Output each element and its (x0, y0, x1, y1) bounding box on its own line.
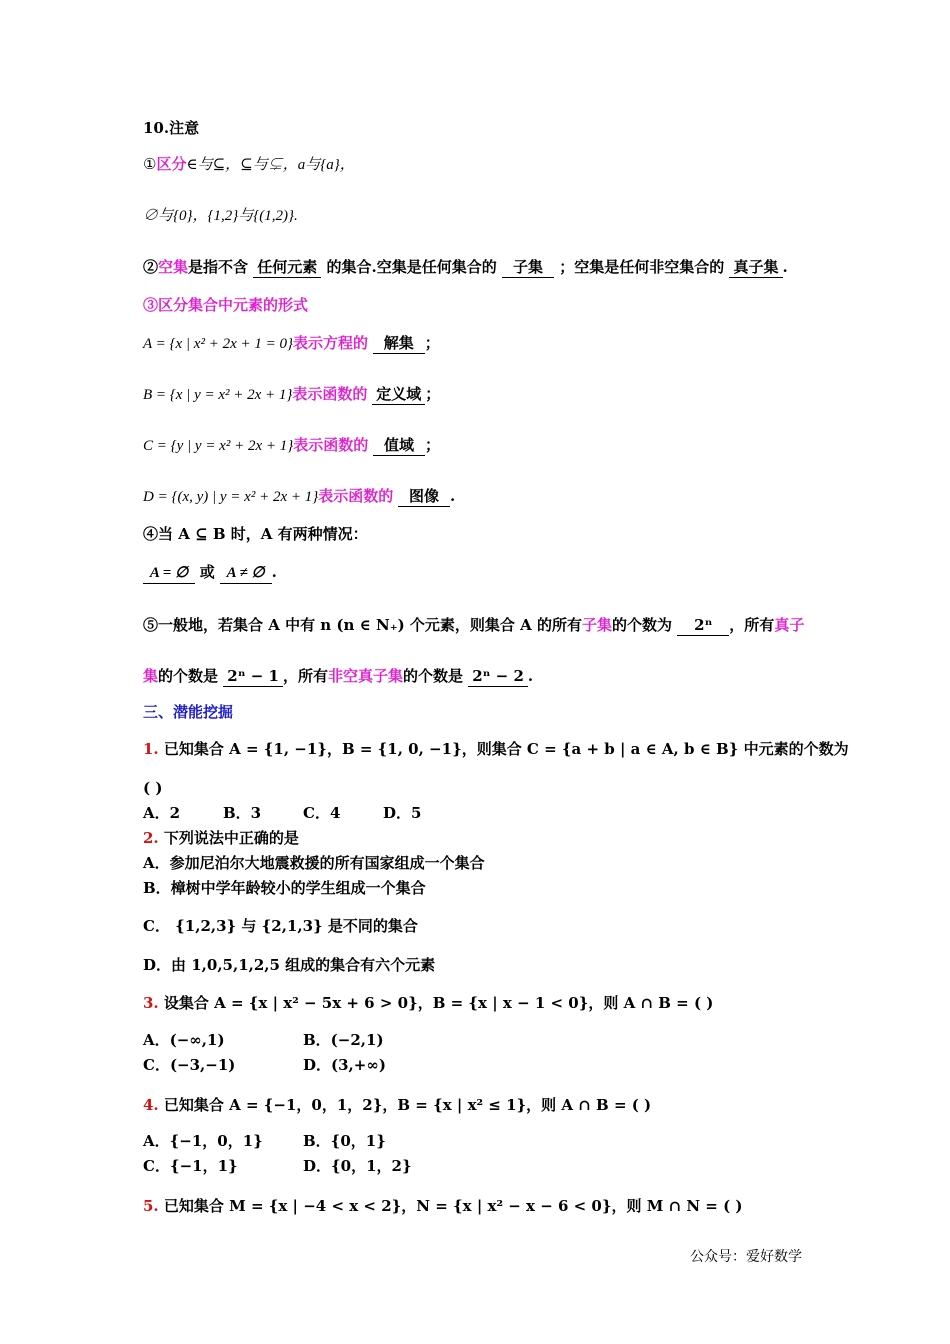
answer-blank: 任何元素 (253, 257, 321, 278)
note-4: ④当 A ⊆ B 时，A 有两种情况： (143, 525, 368, 543)
section-heading: 10.注意 (143, 119, 200, 137)
row-desc: 表示函数的 (292, 385, 368, 403)
option-c: C．(−3,−1) (143, 1056, 236, 1074)
answer-blank: A ≠ ∅ (220, 563, 272, 584)
question-text: 已知集合 A = {1, −1}，B = {1, 0, −1}，则集合 C = {a + b | a ∈ A, b ∈ B} 中元素的个数为 (163, 740, 849, 758)
note-1-text: ∈与⊆，⊆与⊊，a与{a}， (186, 157, 355, 173)
option-a: A．{−1，0，1} (143, 1132, 263, 1150)
row-end: ； (424, 334, 440, 352)
question-text: 下列说法中正确的是 (163, 829, 299, 847)
answer-blank: 真子集 (729, 257, 782, 278)
question-5 (143, 1196, 743, 1216)
note-1-tag: 区分 (156, 155, 187, 173)
option-b: B．3 (223, 804, 262, 822)
note-5-text: 的个数为 (612, 616, 673, 634)
answer-blank: 值域 (373, 435, 425, 456)
note-2-number: ② (143, 258, 159, 276)
note-3-row (143, 333, 440, 354)
option-b: B．(−2,1) (303, 1031, 384, 1049)
row-desc: 表示函数的 (293, 436, 369, 454)
option-b: B．{0，1} (303, 1132, 386, 1150)
answer-blank: A = ∅ (143, 563, 195, 584)
question-text: 设集合 A = {x | x² − 5x + 6 > 0}，B = {x | x − 1 < 0}，则 A ∩ B = ( ) (163, 994, 714, 1012)
question-number: 3. (143, 994, 159, 1012)
note-4-answers (143, 562, 277, 584)
note-5-text: 的个数是 (402, 667, 463, 685)
note-4-end: . (271, 563, 277, 581)
note-2-text-3: ；空集是任何非空集合的 (559, 258, 725, 276)
option-a: A．2 (143, 804, 181, 822)
keyword: 集 (143, 667, 159, 685)
note-5 (143, 615, 804, 636)
note-5-text: 的个数是 (158, 667, 219, 685)
set-expression: D = {(x, y) | y = x² + 2x + 1} (143, 489, 319, 505)
option-d: D．5 (383, 804, 422, 822)
row-end: . (450, 487, 456, 505)
keyword: 子集 (582, 616, 613, 634)
question-3-options-row2 (143, 1055, 463, 1075)
section-title: 三、潜能挖掘 (143, 703, 234, 721)
row-desc: 表示函数的 (318, 487, 394, 505)
note-3-row (143, 486, 455, 507)
note-2-tag: 空集 (158, 258, 189, 276)
answer-blank: 2ⁿ (677, 615, 729, 636)
question-2 (143, 828, 299, 848)
row-end: ； (425, 436, 441, 454)
note-3-row (143, 384, 440, 405)
set-expression: C = {y | y = x² + 2x + 1} (143, 438, 294, 454)
question-3 (143, 993, 713, 1013)
note-2-text-4: . (782, 258, 788, 276)
keyword: 非空真子集 (327, 667, 403, 685)
question-text: 已知集合 M = {x | −4 < x < 2}，N = {x | x² − x − 6 < 0}，则 M ∩ N = ( ) (163, 1197, 743, 1215)
option-a: A．参加尼泊尔大地震救援的所有国家组成一个集合 (143, 854, 485, 872)
note-5-text: ⑤一般地，若集合 A 中有 n (n ∈ N₊) 个元素，则集合 A 的所有 (143, 616, 583, 634)
option-c: C．{−1，1} (143, 1157, 238, 1175)
note-5-line2 (143, 666, 533, 687)
note-5-text: ，所有 (282, 667, 328, 685)
option-c: C．4 (303, 804, 341, 822)
set-expression: A = {x | x² + 2x + 1 = 0} (143, 336, 293, 352)
row-end: ； (425, 385, 441, 403)
option-d: D．由 1,0,5,1,2,5 组成的集合有六个元素 (143, 956, 436, 974)
note-5-text: ，所有 (729, 616, 775, 634)
question-number: 5. (143, 1197, 159, 1215)
question-4 (143, 1095, 651, 1115)
question-1-options (143, 803, 463, 823)
note-1-line2: ∅与{0}，{1,2}与{(1,2)}. (143, 208, 298, 224)
option-d: D．{0，1，2} (303, 1157, 412, 1175)
question-number: 2. (143, 829, 159, 847)
footer-watermark: 公众号：爱好数学 (690, 1249, 802, 1265)
question-4-options-row2 (143, 1156, 463, 1176)
note-1-number: ① (143, 155, 157, 173)
note-2-text-1: 是指不含 (188, 258, 249, 276)
note-5-text: . (527, 667, 534, 685)
question-3-options-row1 (143, 1030, 463, 1050)
option-a: A．(−∞,1) (143, 1031, 225, 1049)
note-4-mid: 或 (199, 563, 215, 581)
answer-blank: 解集 (373, 333, 425, 354)
question-1-paren: ( ) (143, 779, 163, 797)
question-text: 已知集合 A = {−1，0，1，2}，B = {x | x² ≤ 1}，则 A ∩ B = ( ) (163, 1096, 652, 1114)
question-1 (143, 739, 849, 759)
note-3-row (143, 435, 440, 456)
answer-blank: 2ⁿ − 2 (468, 666, 528, 687)
note-1 (143, 154, 355, 175)
set-expression: B = {x | y = x² + 2x + 1} (143, 387, 293, 403)
option-d: D．(3,+∞) (303, 1056, 386, 1074)
question-number: 4. (143, 1096, 159, 1114)
keyword: 真子 (774, 616, 805, 634)
row-desc: 表示方程的 (292, 334, 368, 352)
question-4-options-row1 (143, 1131, 463, 1151)
answer-blank: 子集 (502, 257, 554, 278)
note-2 (143, 257, 788, 278)
answer-blank: 2ⁿ − 1 (223, 666, 283, 687)
note-2-text-2: 的集合.空集是任何集合的 (326, 258, 497, 276)
note-3-title: ③区分集合中元素的形式 (143, 296, 309, 314)
answer-blank: 定义域 (372, 384, 425, 405)
answer-blank: 图像 (398, 486, 450, 507)
option-b: B．樟树中学年龄较小的学生组成一个集合 (143, 879, 426, 897)
question-number: 1. (143, 740, 159, 758)
option-c: C． {1,2,3} 与 {2,1,3} 是不同的集合 (143, 917, 418, 935)
